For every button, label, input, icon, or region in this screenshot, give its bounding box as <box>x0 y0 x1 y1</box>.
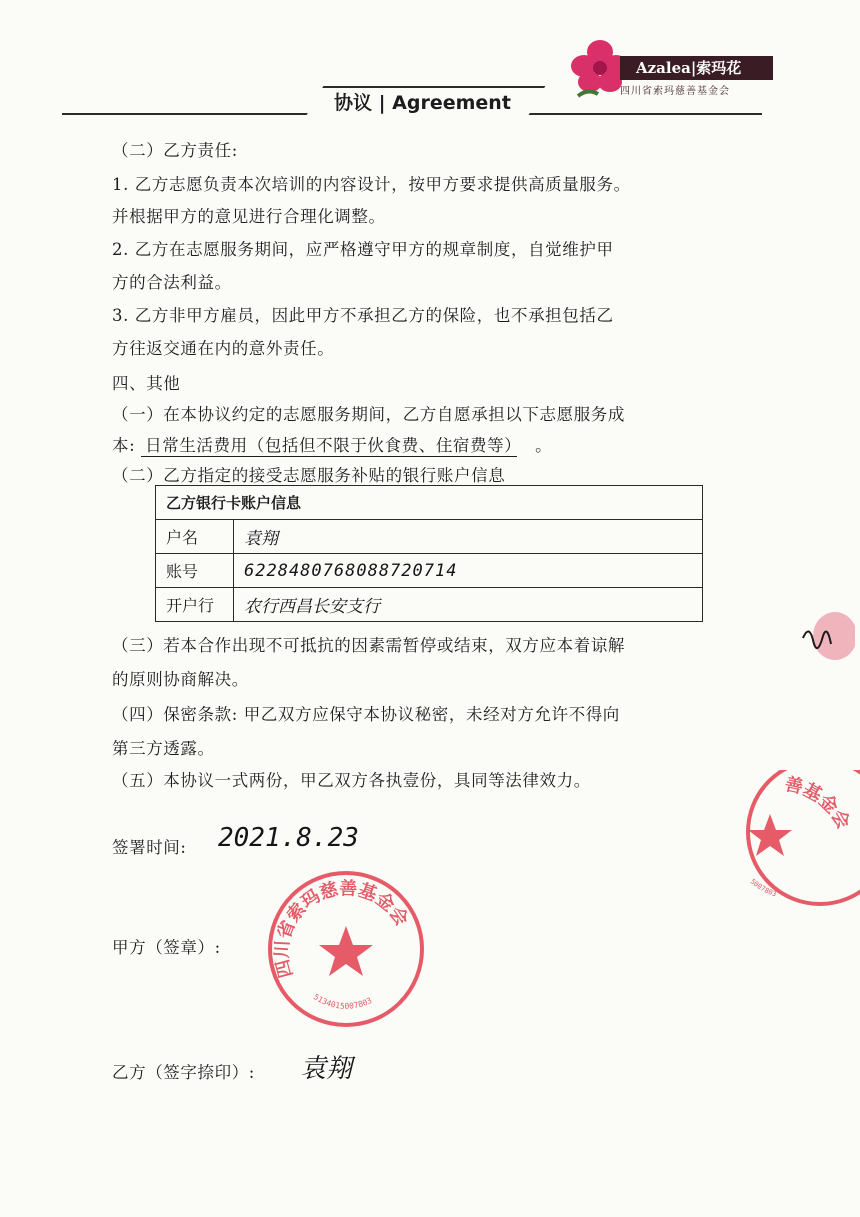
account-name-value: 袁翔 <box>234 520 703 554</box>
table-row <box>156 554 703 588</box>
svg-text:5007803: 5007803 <box>748 877 778 899</box>
logo-subtitle: 四川省索玛慈善基金会 <box>620 86 730 97</box>
cost-suffix: 。 <box>535 436 553 455</box>
svg-text:四川省索玛慈善基金会: 四川省索玛慈善基金会 <box>271 878 413 981</box>
foundation-logo <box>560 38 775 100</box>
clause-line: （四）保密条款: 甲乙双方应保守本协议秘密，未经对方允许不得向 <box>112 705 620 724</box>
page-title: 协议 | Agreement <box>334 92 511 114</box>
party-b-signature: 袁翔 <box>300 1054 353 1084</box>
clause-line: 2. 乙方在志愿服务期间，应严格遵守甲方的规章制度，自觉维护甲 <box>112 240 614 259</box>
fingerprint-smudge <box>795 608 855 678</box>
official-seal <box>265 868 427 1030</box>
clause-line: 方往返交通在内的意外责任。 <box>112 339 335 358</box>
account-name-label: 户名 <box>156 520 234 554</box>
clause-line: （一）在本协议约定的志愿服务期间，乙方自愿承担以下志愿服务成 <box>112 405 625 424</box>
section-heading-other: 四、其他 <box>112 374 181 393</box>
table-row <box>156 588 703 622</box>
cost-fill-in: 日常生活费用（包括但不限于伙食费、住宿费等） <box>141 436 517 457</box>
clause-line: 并根据甲方的意见进行合理化调整。 <box>112 207 386 226</box>
account-number-label: 账号 <box>156 554 234 588</box>
table-row <box>156 520 703 554</box>
table-row <box>156 486 703 520</box>
clause-line: 3. 乙方非甲方雇员，因此甲方不承担乙方的保险，也不承担包括乙 <box>112 306 614 325</box>
party-b-label: 乙方（签字捺印）: <box>112 1063 255 1082</box>
clause-line: 1. 乙方志愿负责本次培训的内容设计，按甲方要求提供高质量服务。 <box>112 175 631 194</box>
svg-text:善基金会: 善基金会 <box>782 773 854 833</box>
svg-text:5134015007803: 5134015007803 <box>311 992 374 1011</box>
bank-branch-value: 农行西昌长安支行 <box>234 588 703 622</box>
clause-line: （三）若本合作出现不可抵抗的因素需暂停或结束，双方应本着谅解 <box>112 636 625 655</box>
bank-branch-label: 开户行 <box>156 588 234 622</box>
clause-line: 第三方透露。 <box>112 739 215 758</box>
bank-table-header: 乙方银行卡账户信息 <box>156 486 703 520</box>
logo-brand-name: Azalea|索玛花 <box>620 56 773 80</box>
clause-line: 方的合法利益。 <box>112 273 232 292</box>
official-seal-partial <box>740 770 860 910</box>
cost-prefix: 本: <box>112 436 136 455</box>
section-heading-party-b: （二）乙方责任: <box>112 141 238 160</box>
clause-line: 的原则协商解决。 <box>112 670 249 689</box>
clause-line: （二）乙方指定的接受志愿服务补贴的银行账户信息 <box>112 466 506 485</box>
sign-date-handwritten: 2021.8.23 <box>218 823 359 853</box>
clause-line-cost <box>112 432 552 456</box>
clause-line: （五）本协议一式两份，甲乙双方各执壹份，具同等法律效力。 <box>112 771 591 790</box>
bank-account-table <box>155 485 703 622</box>
sign-date-label: 签署时间: <box>112 838 187 857</box>
account-number-value: 6228480768088720714 <box>234 554 703 588</box>
party-a-label: 甲方（签章）: <box>112 938 221 957</box>
